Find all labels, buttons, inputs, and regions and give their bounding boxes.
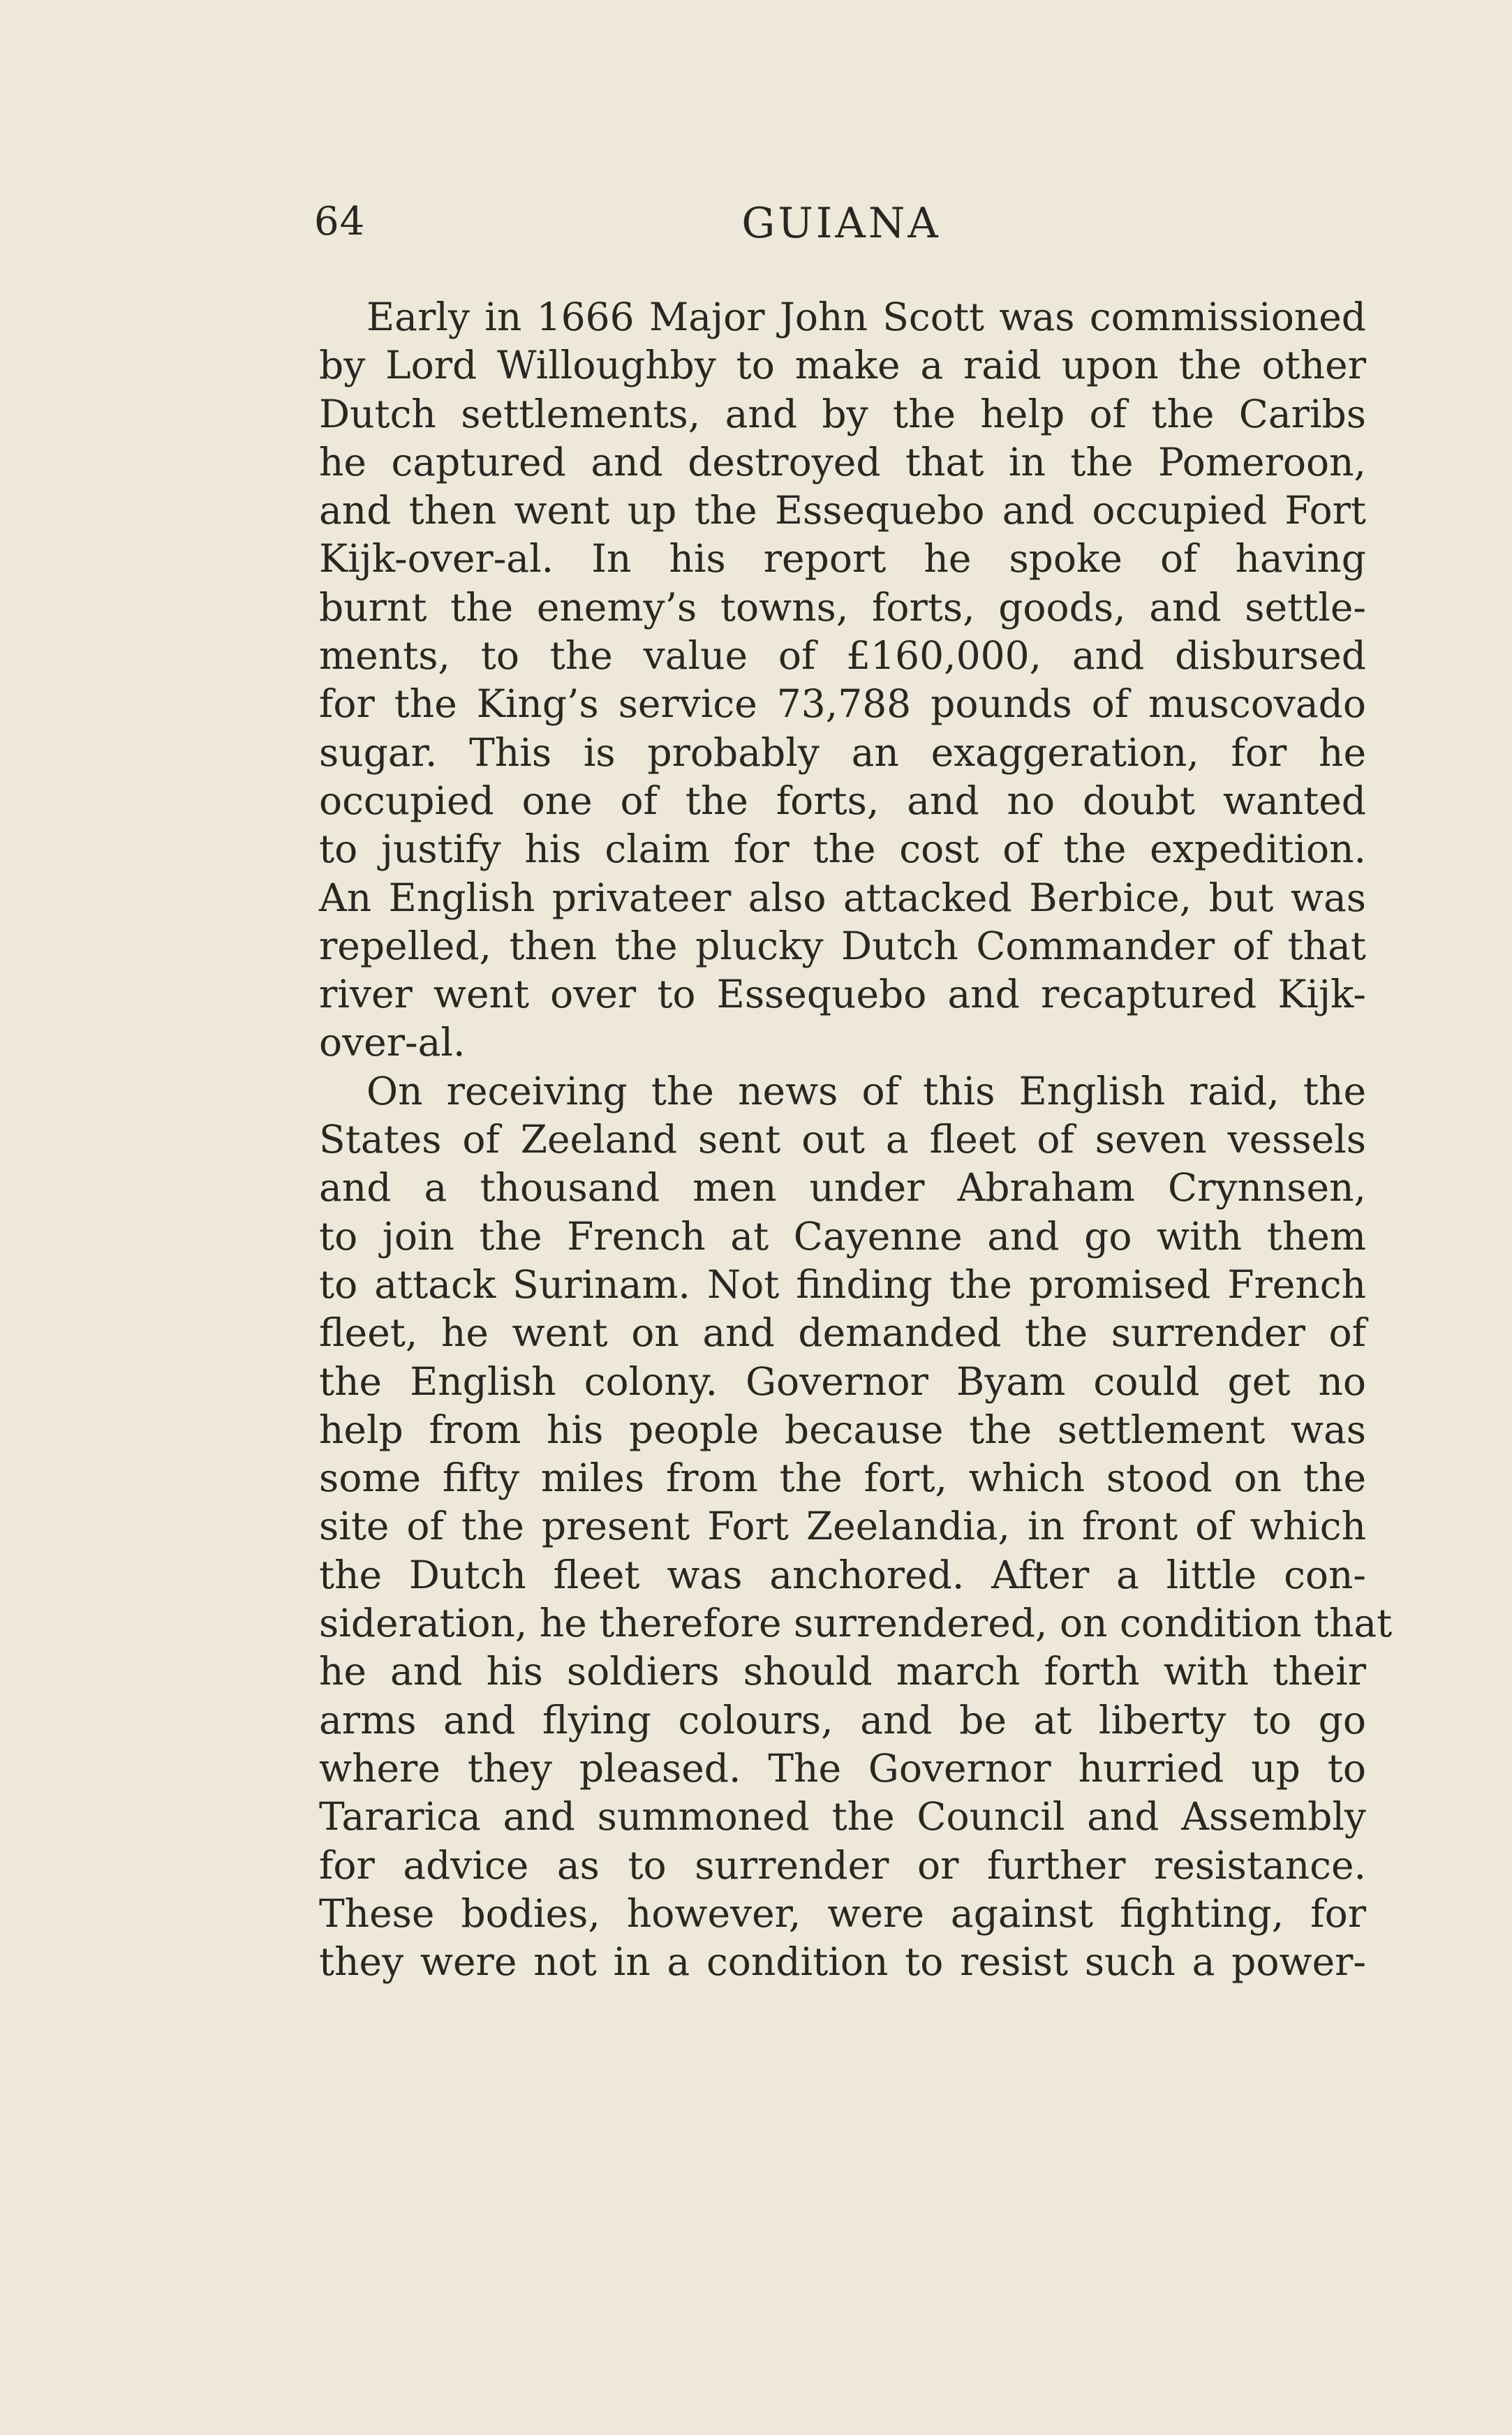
text-line: On receiving the news of this English raid, the	[366, 1068, 1366, 1113]
text-line: where they pleased. The Governor hurried up to	[319, 1745, 1366, 1791]
text-line: river went over to Essequebo and recaptured Kijk-	[319, 972, 1366, 1017]
text-line: fleet, he went on and demanded the surrender of	[319, 1310, 1366, 1356]
text-line: States of Zeeland sent out a fleet of seven vessels	[319, 1117, 1366, 1162]
text-line: and a thousand men under Abraham Crynnsen,	[319, 1165, 1366, 1211]
text-line: Tararica and summoned the Council and Assembly	[319, 1794, 1366, 1840]
text-line: repelled, then the plucky Dutch Commander of that	[319, 923, 1366, 968]
text-line: An English privateer also attacked Berbice, but was	[319, 875, 1366, 920]
text-line: to justify his claim for the cost of the expedition.	[319, 827, 1366, 872]
text-line: he and his soldiers should march forth with their	[319, 1649, 1366, 1694]
text-line: ments, to the value of £160,000, and disbursed	[319, 633, 1366, 679]
text-line: to attack Surinam. Not finding the promised French	[319, 1261, 1366, 1307]
text-line: sideration, he therefore surrendered, on condition that	[319, 1601, 1393, 1646]
text-line: Early in 1666 Major John Scott was commissioned	[366, 295, 1366, 339]
text-line: arms and flying colours, and be at liberty to go	[319, 1697, 1366, 1742]
text-line: the English colony. Governor Byam could get no	[319, 1359, 1366, 1404]
running-title: GUIANA	[741, 199, 941, 248]
text-line: and then went up the Essequebo and occupied Fort	[319, 488, 1366, 533]
text-line: the Dutch fleet was anchored. After a little con-	[319, 1552, 1366, 1597]
page-number: 64	[314, 199, 366, 244]
text-line: Kijk-over-al. In his report he spoke of having	[319, 536, 1366, 582]
text-line: to join the French at Cayenne and go with them	[319, 1213, 1366, 1259]
text-line: some fifty miles from the fort, which stood on the	[319, 1456, 1366, 1501]
text-line: by Lord Willoughby to make a raid upon the other	[319, 343, 1366, 388]
text-line: These bodies, however, were against fighting, for	[319, 1890, 1366, 1936]
text-line: for the King’s service 73,788 pounds of muscovado	[319, 681, 1366, 727]
body-text	[319, 293, 1393, 1986]
text-line: burnt the enemy’s towns, forts, goods, and settle-	[319, 584, 1366, 630]
page-header	[314, 199, 1368, 255]
text-line: Dutch settlements, and by the help of the Caribs	[319, 391, 1366, 436]
text-line: they were not in a condition to resist such a power-	[319, 1939, 1366, 1985]
text-line: he captured and destroyed that in the Pomeroon,	[319, 439, 1366, 484]
text-line: help from his people because the settlement was	[319, 1407, 1366, 1452]
text-line: occupied one of the forts, and no doubt wanted	[319, 778, 1366, 823]
text-line: over-al.	[319, 1020, 466, 1065]
text-line: for advice as to surrender or further resistance.	[319, 1842, 1366, 1888]
text-line: sugar. This is probably an exaggeration, for he	[319, 730, 1366, 775]
text-line: site of the present Fort Zeelandia, in front of which	[319, 1504, 1366, 1549]
